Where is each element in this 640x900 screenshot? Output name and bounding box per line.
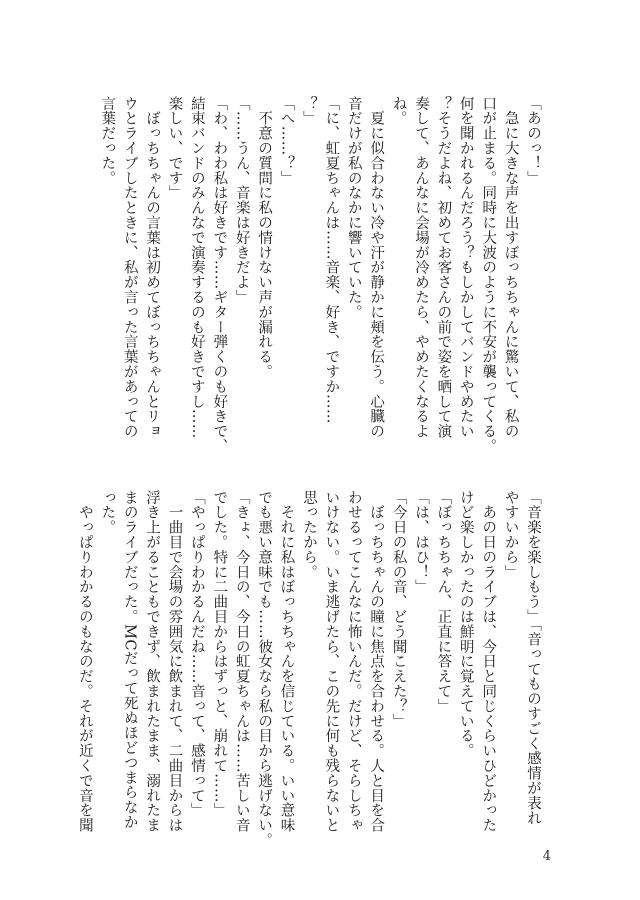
text-line: 口が止まる。同時に大波のように不安が襲ってくる。 bbox=[480, 96, 497, 454]
text-line: まのライブだった。MCだって死ぬほどつまらなか bbox=[121, 490, 138, 830]
text-line: 奏して、あんなに会場が冷めたら、やめたくなるよ bbox=[412, 96, 429, 439]
text-line: 楽しい、です」 bbox=[166, 96, 183, 201]
text-line: った。 bbox=[99, 490, 116, 535]
text-line: 不意の質問に私の情けない声が漏れる。 bbox=[256, 96, 273, 380]
text-line: 思ったから。 bbox=[300, 490, 317, 580]
text-line: 「きょ、今日の、今日の虹夏ちゃんは……苦しい音 bbox=[233, 490, 250, 833]
text-line: 一曲目で会場の雰囲気に飲まれて、二曲目からは bbox=[166, 490, 183, 833]
text-block-upper bbox=[96, 96, 544, 454]
text-line: あの日のライブは、今日と同じくらいひどかった bbox=[480, 490, 497, 833]
text-line: やっぱりわかるのもなのだ。それが近くで音を聞 bbox=[76, 490, 93, 833]
text-line: でも悪い意味でも……彼女なら私の目から逃げない。 bbox=[256, 490, 273, 848]
text-line: 「音楽を楽しもう」「音ってものすごく感情が表れ bbox=[525, 490, 541, 826]
text-line: 「へ……？」 bbox=[278, 96, 295, 186]
text-line: ？」 bbox=[300, 96, 317, 126]
text-line: 急に大きな声を出すぼっちちゃんに驚いて、私の bbox=[502, 96, 519, 439]
text-line: 音だけが私のなかに響いていた。 bbox=[345, 96, 362, 320]
text-line: でした。特に二曲目からはずっと、崩れて……」 bbox=[211, 490, 228, 818]
text-line: けど楽しかったのは鮮明に覚えている。 bbox=[457, 490, 474, 759]
text-line: 何を聞かれるんだろう？もしかしてバンドやめたい bbox=[457, 96, 474, 439]
text-line: いけない。いま逃げたら、この先に何も残らないと bbox=[323, 490, 340, 833]
text-line: ウとライブしたときに、私が言った言葉があっての bbox=[121, 96, 138, 439]
text-line: 「あのっ！」 bbox=[525, 96, 541, 186]
text-line: ね。 bbox=[390, 96, 407, 126]
text-line: 「わ、わわ私は好きです……ギター弾くのも好きで、 bbox=[211, 96, 228, 454]
text-block-lower bbox=[73, 490, 544, 848]
text-line: 夏に似合わない冷や汗が静かに頬を伝う。心臓の bbox=[368, 96, 385, 439]
text-line: 「は、はひ！」 bbox=[412, 490, 429, 595]
text-line: ぼっちちゃんの瞳に焦点を合わせる。人と目を合 bbox=[368, 490, 385, 833]
text-line: ぼっちちゃんの言葉は初めてぼっちちゃんとリョ bbox=[144, 96, 161, 439]
text-line: 浮き上がることもできず、飲まれたまま、溺れたま bbox=[144, 490, 161, 833]
text-line: 「ぼっちちゃん、正直に答えて」 bbox=[435, 490, 452, 714]
text-line: 「やっぱりわかるんだね……音って、感情って」 bbox=[188, 490, 205, 818]
text-line: 「今日の私の音、どう聞こえた？」 bbox=[390, 490, 407, 729]
text-line: 結束バンドのみんなで演奏するのも好きですし…… bbox=[188, 96, 205, 439]
page-number: 4 bbox=[542, 849, 551, 864]
text-line: 「……うん、音楽は好きだよ」 bbox=[233, 96, 250, 305]
text-line: 「に、虹夏ちゃんは……音楽、好き、ですか…… bbox=[323, 96, 340, 424]
text-line: 言葉だった。 bbox=[99, 96, 116, 186]
text-line: ？そうだよね、初めてお客さんの前で姿を晒して演 bbox=[435, 96, 452, 439]
text-line: やすいから」 bbox=[502, 490, 519, 580]
text-line: それに私はぼっちちゃんを信じている。いい意味 bbox=[278, 490, 295, 833]
text-line: わせるってこんなに怖いんだ。だけど、そらしちゃ bbox=[345, 490, 362, 833]
